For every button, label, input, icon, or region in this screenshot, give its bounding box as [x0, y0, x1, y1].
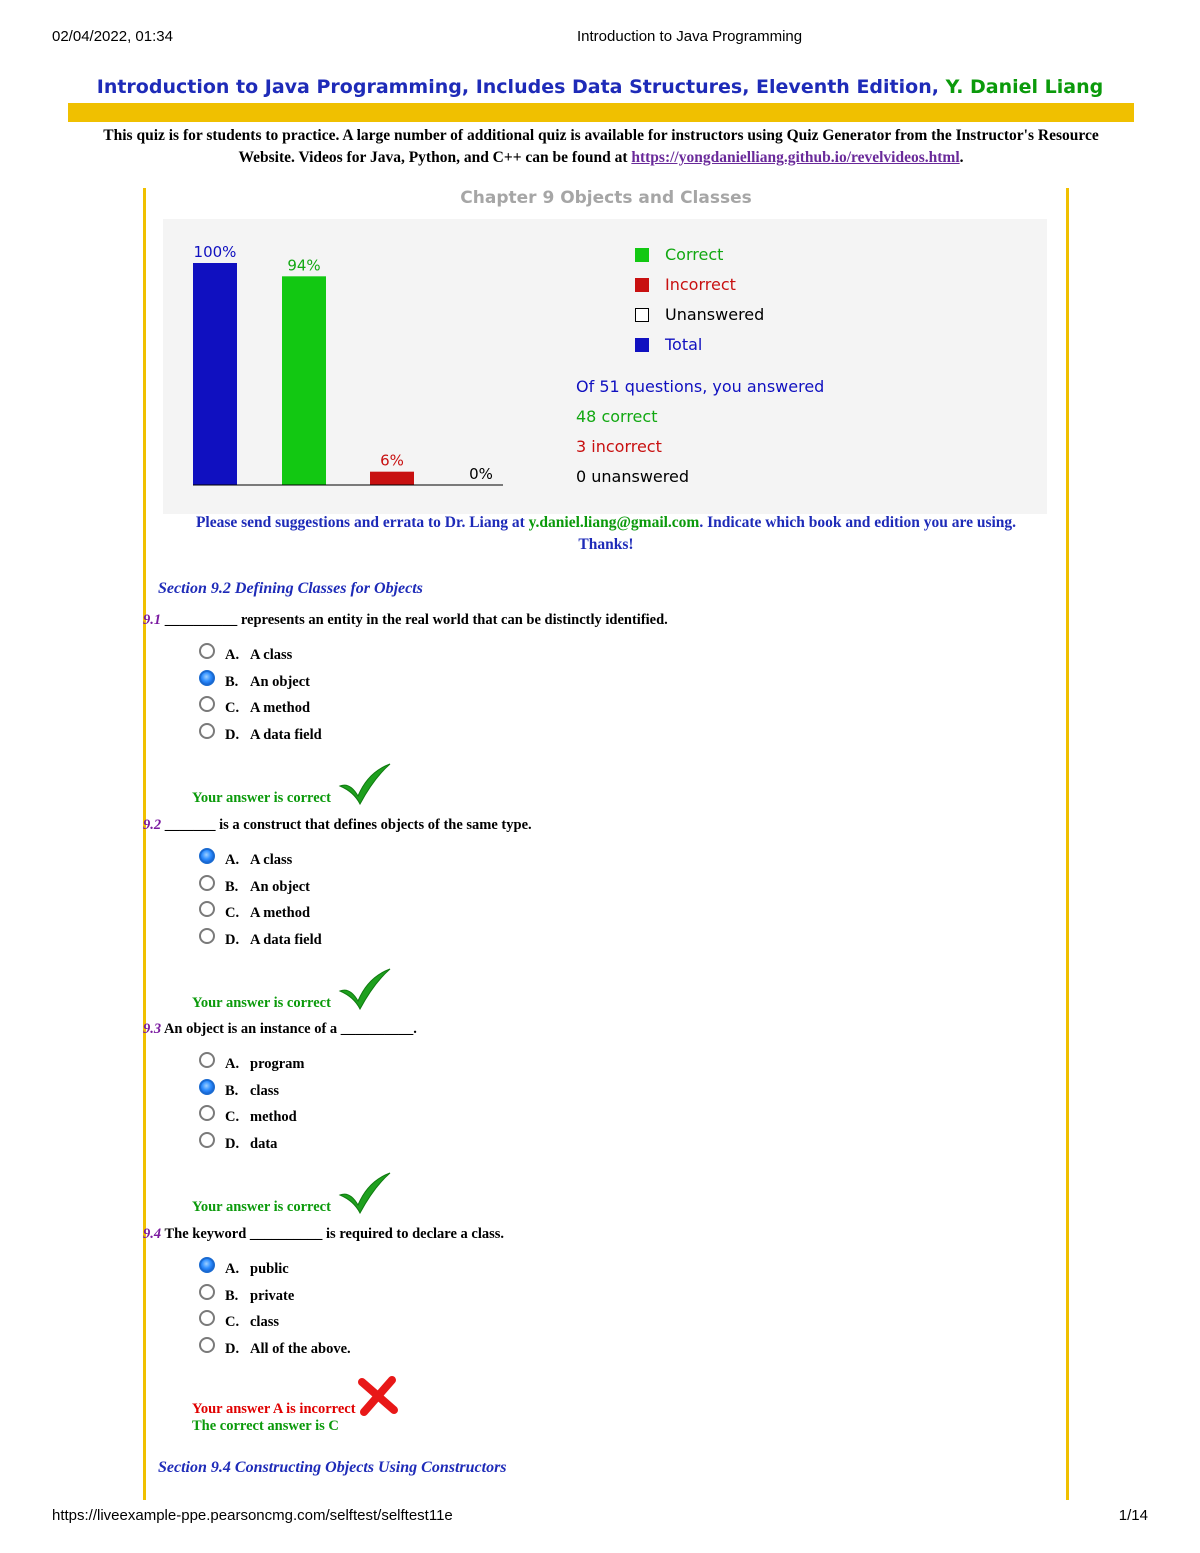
correct-answer-note: The correct answer is C: [192, 1418, 339, 1434]
summary-incorrect: 3 incorrect: [576, 437, 662, 456]
bar-value-label: 100%: [193, 243, 237, 261]
question-item: [143, 817, 1043, 1047]
print-title: Introduction to Java Programming: [577, 28, 803, 45]
radio-button[interactable]: [199, 1052, 215, 1068]
bar-value-label: 0%: [469, 465, 493, 483]
choice-letter: B.: [225, 673, 239, 690]
question-prompt: __________ represents an entity in the real world that can be distinctly identified.: [164, 612, 668, 628]
choice-text: An object: [250, 673, 311, 690]
feedback-text: Please send suggestions and errata to Dr. Liang at: [195, 514, 525, 531]
legend-swatch: [635, 248, 649, 262]
choice-text: method: [250, 1109, 297, 1125]
question-text: [143, 1226, 504, 1243]
question-text: [143, 1021, 417, 1038]
question-text: [143, 817, 532, 834]
question-prompt: An object is an instance of a __________.: [163, 1021, 417, 1037]
radio-button[interactable]: [199, 1079, 215, 1095]
choice-text: public: [250, 1261, 289, 1277]
question-prompt: _______ is a construct that defines objects of the same type.: [164, 817, 532, 833]
legend-label: Incorrect: [665, 275, 736, 294]
result-message: Your answer is correct: [192, 790, 331, 806]
legend-swatch: [635, 308, 649, 322]
bar-value-label: 94%: [287, 256, 321, 275]
choice-letter: D.: [225, 726, 240, 743]
choice-letter: A.: [225, 852, 240, 868]
choice-text: data: [250, 1135, 278, 1152]
content-border-right: [1066, 188, 1069, 1500]
feedback-message: [146, 512, 1066, 556]
radio-button[interactable]: [199, 1257, 215, 1273]
intro-line-2-text: Website. Videos for Java, Python, and C++ can be found at: [238, 149, 628, 166]
choice-letter: A.: [225, 1261, 240, 1277]
choice-text: A method: [250, 700, 311, 716]
question-number: 9.3: [143, 1021, 162, 1037]
summary-correct: 48 correct: [576, 407, 658, 426]
choice-text: class: [250, 1314, 279, 1330]
book-author: Y. Daniel Liang: [945, 76, 1104, 98]
choice-text: A class: [250, 852, 293, 868]
section-heading-9-4: Section 9.4 Constructing Objects Using Constructors: [158, 1459, 507, 1476]
choice-letter: B.: [225, 878, 239, 895]
radio-button[interactable]: [199, 1337, 215, 1353]
choice-letter: C.: [225, 1314, 240, 1330]
cross-icon: [356, 1376, 400, 1416]
legend-label: Unanswered: [665, 305, 765, 324]
results-summary: [576, 377, 824, 497]
radio-button[interactable]: [199, 1310, 215, 1326]
choice-letter: D.: [225, 931, 240, 948]
choice-letter: A.: [225, 647, 240, 663]
bar-correct: [282, 276, 326, 485]
answer-result: [192, 1401, 356, 1435]
choice-text: class: [250, 1082, 279, 1099]
radio-button[interactable]: [199, 875, 215, 891]
radio-button[interactable]: [199, 848, 215, 864]
choice-text: A class: [250, 647, 293, 663]
bar-value-label: 6%: [380, 451, 404, 470]
result-message: Your answer is correct: [192, 995, 331, 1011]
intro-line-2: [68, 147, 1134, 169]
summary-answered: Of 51 questions, you answered: [576, 377, 825, 396]
question-number: 9.4: [143, 1226, 162, 1242]
feedback-rest: . Indicate which book and edition you are using.: [699, 514, 1017, 531]
legend-label: Total: [665, 335, 703, 354]
choice-text: An object: [250, 878, 311, 895]
header-divider-bar: [68, 103, 1134, 122]
legend-swatch: [635, 278, 649, 292]
summary-unanswered: 0 unanswered: [576, 467, 689, 486]
feedback-email[interactable]: y.daniel.liang@gmail.com: [528, 514, 700, 531]
intro-line-1: This quiz is for students to practice. A large number of additional quiz is available for instructors using Quiz Generator from the Instructor's Resource: [103, 127, 1099, 144]
question-number: 9.1: [143, 612, 162, 628]
answer-result: [192, 995, 331, 1012]
radio-button[interactable]: [199, 643, 215, 659]
result-message: Your answer is correct: [192, 1199, 331, 1215]
question-number: 9.2: [143, 817, 162, 833]
choice-letter: B.: [225, 1287, 239, 1304]
answer-result: [192, 1199, 331, 1216]
question-item: [143, 1226, 1043, 1456]
results-chart-panel: [163, 219, 1047, 514]
choice-text: All of the above.: [250, 1340, 351, 1357]
results-bar-chart: [163, 219, 633, 514]
intro-line-2-end: .: [959, 149, 964, 166]
videos-link[interactable]: https://yongdanielliang.github.io/revelvideos.html: [631, 149, 960, 166]
radio-button[interactable]: [199, 928, 215, 944]
radio-button[interactable]: [199, 1284, 215, 1300]
radio-button[interactable]: [199, 1132, 215, 1148]
choice-text: A data field: [250, 726, 322, 743]
choice-letter: A.: [225, 1056, 240, 1072]
choice-letter: B.: [225, 1082, 239, 1099]
choice-text: private: [250, 1287, 295, 1304]
radio-button[interactable]: [199, 696, 215, 712]
question-item: [143, 1021, 1043, 1251]
print-url: https://liveexample-ppe.pearsoncmg.com/selftest/selftest11e: [52, 1507, 453, 1524]
print-footer: [52, 1507, 1148, 1529]
book-title-text: Introduction to Java Programming, Includes Data Structures, Eleventh Edition,: [96, 76, 939, 98]
choice-letter: C.: [225, 905, 240, 921]
legend-label: Correct: [665, 245, 724, 264]
intro-text: [68, 125, 1134, 169]
choice-text: A method: [250, 905, 311, 921]
choice-text: program: [250, 1056, 305, 1072]
section-heading-9-2: Section 9.2 Defining Classes for Objects: [158, 580, 423, 597]
bar-incorrect: [370, 472, 414, 485]
checkmark-icon: [338, 760, 394, 808]
result-message: Your answer A is incorrect: [192, 1401, 356, 1417]
choice-letter: C.: [225, 1109, 240, 1125]
radio-button[interactable]: [199, 723, 215, 739]
print-header: [52, 28, 1148, 50]
radio-button[interactable]: [199, 1105, 215, 1121]
legend-swatch: [635, 338, 649, 352]
question-text: [143, 612, 668, 629]
radio-button[interactable]: [199, 670, 215, 686]
question-item: [143, 612, 1043, 842]
page-number: 1/14: [1118, 1507, 1148, 1524]
choice-letter: D.: [225, 1340, 240, 1357]
choice-letter: C.: [225, 700, 240, 716]
chapter-title: Chapter 9 Objects and Classes: [460, 188, 752, 208]
bar-total: [193, 263, 237, 485]
answer-result: [192, 790, 331, 807]
choice-text: A data field: [250, 931, 322, 948]
feedback-thanks: Thanks!: [578, 536, 634, 553]
checkmark-icon: [338, 1169, 394, 1217]
book-title: [0, 76, 1200, 98]
checkmark-icon: [338, 965, 394, 1013]
radio-button[interactable]: [199, 901, 215, 917]
choice-letter: D.: [225, 1135, 240, 1152]
question-prompt: The keyword __________ is required to declare a class.: [164, 1226, 505, 1242]
print-date: 02/04/2022, 01:34: [52, 28, 173, 45]
